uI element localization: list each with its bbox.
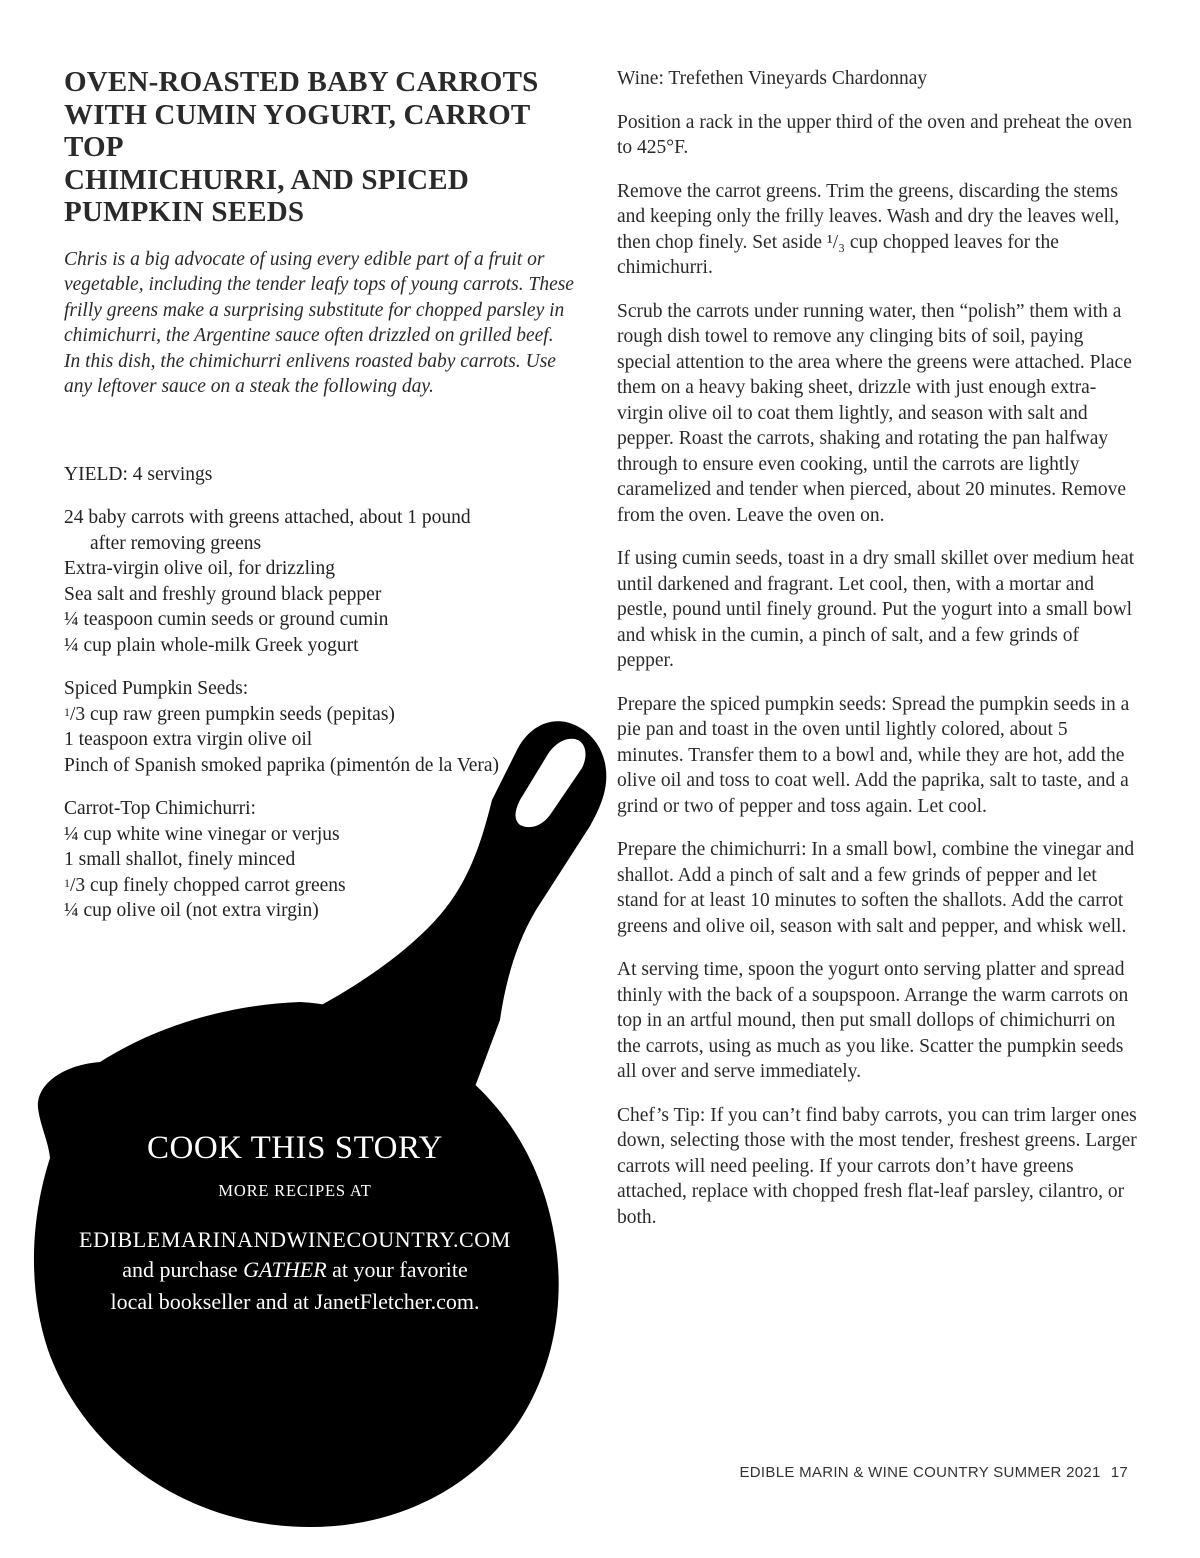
promo-website-link[interactable]: EDIBLEMARINANDWINECOUNTRY.COM (79, 1227, 511, 1252)
promo-purchase-line (40, 1254, 550, 1286)
ingredients-chimichurri (64, 796, 574, 924)
ingredient-item: 1 teaspoon extra virgin olive oil (64, 729, 313, 750)
method-step: Prepare the chimichurri: In a small bowl, combine the vinegar and shallot. Add a pinch of salt and a few grinds of pepper and let stand for at least 10 minutes to soften the shallots. Add the carrot greens and olive oil, season with salt and pepper, and whisk well. (617, 839, 1135, 937)
ingredient-heading: Carrot-Top Chimichurri: (64, 798, 256, 819)
ingredient-item-continued: after removing greens (90, 532, 262, 554)
book-title: GATHER (243, 1257, 327, 1282)
ingredient-item (64, 702, 574, 728)
method-step: If using cumin seeds, toast in a dry small skillet over medium heat until darkened and fragrant. Let cool, then, with a mortar and pestle, pound until finely ground. Put the yogurt into a small bowl and whisk in the cumin, a pinch of salt, and a few grinds of pepper. (617, 548, 1135, 671)
ingredient-item: ¼ cup white wine vinegar or verjus (64, 823, 340, 845)
method-step: Remove the carrot greens. Trim the greens, discarding the stems and keeping only the frilly leaves. Wash and dry the leaves well, then chop finely. Set aside ¹/₃ cup chopped leaves for the chimichurri. (617, 180, 1120, 278)
promo-text: at your favorite (326, 1257, 468, 1282)
page-footer (739, 1464, 1128, 1481)
intro-line: In this dish, the chimichurri enlivens roasted baby carrots. Use (64, 350, 556, 372)
ingredient-text: /3 cup raw green pumpkin seeds (pepitas) (70, 703, 395, 725)
title-line: CHIMICHURRI, AND SPICED (64, 163, 469, 196)
cook-this-story-promo (40, 1128, 550, 1318)
ingredient-item: Sea salt and freshly ground black pepper (64, 583, 382, 605)
left-column (64, 66, 574, 924)
intro-line: vegetable, including the tender leafy tops of young carrots. These (64, 274, 574, 295)
method-step: Prepare the spiced pumpkin seeds: Spread the pumpkin seeds in a pie pan and toast in the oven until lightly colored, about 5 minutes. Transfer them to a bowl and, while they are hot, add the olive oil and toss to coat well. Add the paprika, salt to taste, and a grind or two of pepper and toss again. Let cool. (617, 693, 1130, 817)
method-column (617, 66, 1137, 1248)
intro-line: any leftover sauce on a steak the following day. (64, 376, 434, 397)
promo-subtitle: MORE RECIPES AT (218, 1181, 372, 1200)
recipe-intro (64, 247, 574, 400)
promo-text: and purchase (122, 1257, 244, 1282)
promo-bookseller-line: local bookseller and at JanetFletcher.com. (110, 1289, 480, 1314)
ingredient-heading: Spiced Pumpkin Seeds: (64, 678, 249, 699)
ingredient-item: 1 small shallot, finely minced (64, 849, 296, 870)
ingredient-item (64, 873, 574, 899)
recipe-yield: YIELD: 4 servings (64, 463, 213, 485)
intro-line: Chris is a big advocate of using every edible part of a fruit or (64, 248, 545, 270)
ingredient-item: ¼ teaspoon cumin seeds or ground cumin (64, 609, 389, 630)
intro-line: frilly greens make a surprising substitute for chopped parsley in (64, 299, 565, 321)
title-line: WITH CUMIN YOGURT, CARROT TOP (64, 98, 530, 163)
ingredient-item: Pinch of Spanish smoked paprika (pimentón de la Vera) (64, 754, 500, 776)
method-step: Scrub the carrots under running water, then “polish” them with a rough dish towel to remove any clinging bits of soil, paying special attention to the area where the greens were attached. Place them on a heavy baking sheet, drizzle with just enough extra-virgin olive oil to coat them lightly, and season with salt and pepper. Roast the carrots, shaking and rotating the pan halfway through to ensure even cooking, until the carrots are lightly caramelized and tender when pierced, about 20 minutes. Remove from the oven. Leave the oven on. (617, 300, 1132, 526)
ingredient-item: ¼ cup plain whole-milk Greek yogurt (64, 634, 359, 656)
method-step: At serving time, spoon the yogurt onto serving platter and spread thinly with the back of a soupspoon. Arrange the warm carrots on top in an artful mound, then put small dollops of chimichurri on the carrots, using as much as you like. Scatter the pumpkin seeds all over and serve immediately. (617, 959, 1129, 1082)
page-number: 17 (1110, 1464, 1128, 1481)
recipe-title (64, 66, 574, 229)
ingredients-main (64, 505, 574, 658)
ingredients-pumpkin-seeds (64, 676, 574, 778)
publication-name: EDIBLE MARIN & WINE COUNTRY SUMMER 2021 (739, 1464, 1101, 1481)
fraction-numerator: 1 (64, 875, 70, 890)
wine-pairing: Wine: Trefethen Vineyards Chardonnay (617, 68, 928, 89)
promo-title: COOK THIS STORY (146, 1130, 443, 1166)
ingredient-item: 24 baby carrots with greens attached, about 1 pound (64, 507, 471, 528)
ingredient-item: ¼ cup olive oil (not extra virgin) (64, 900, 319, 921)
chefs-tip: Chef’s Tip: If you can’t find baby carrots, you can trim larger ones down, selecting those with the most tender, freshest greens. Larger carrots will need peeling. If your carrots don’t have greens attached, replace with chopped fresh flat-leaf parsley, cilantro, or both. (617, 1104, 1137, 1228)
title-line: OVEN-ROASTED BABY CARROTS (64, 66, 539, 98)
ingredient-text: /3 cup finely chopped carrot greens (70, 874, 346, 896)
fraction-numerator: 1 (64, 704, 70, 719)
method-step: Position a rack in the upper third of the oven and preheat the oven to 425°F. (617, 111, 1132, 158)
ingredient-item: Extra-virgin olive oil, for drizzling (64, 558, 335, 579)
title-line: PUMPKIN SEEDS (64, 196, 305, 228)
intro-line: chimichurri, the Argentine sauce often drizzled on grilled beef. (64, 325, 554, 346)
